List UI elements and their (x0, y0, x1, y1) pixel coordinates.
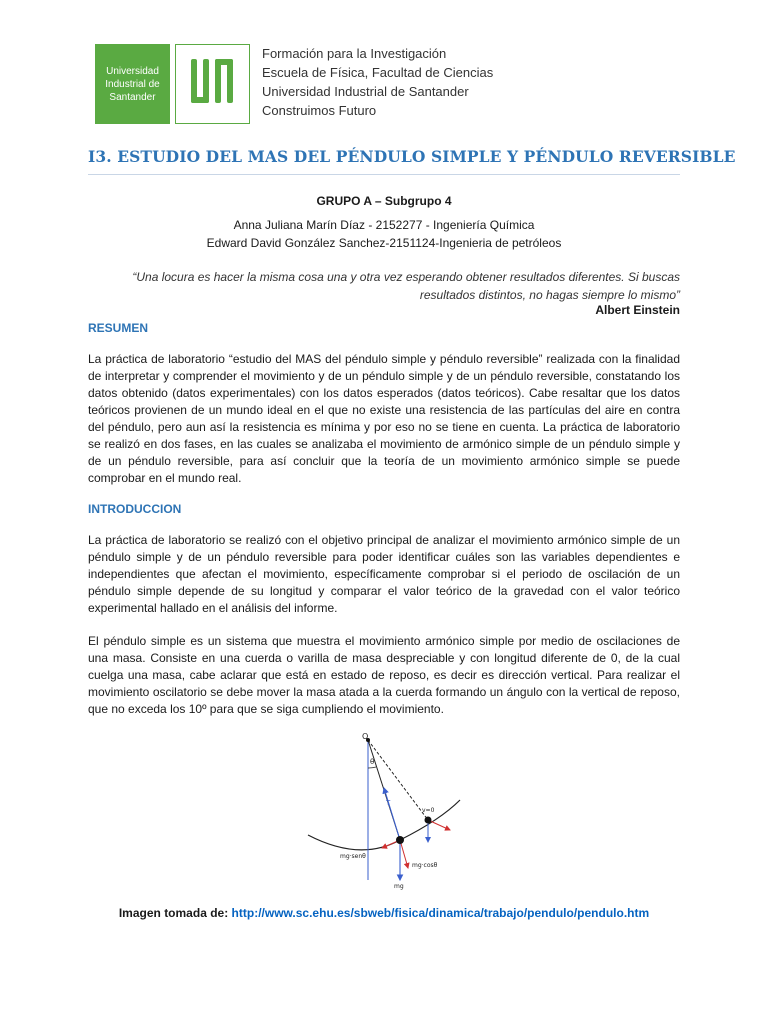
pendulum-string-extreme (368, 740, 428, 820)
header-line: Escuela de Física, Facultad de Ciencias (262, 65, 494, 80)
pendulum-bob (396, 836, 404, 844)
quote-author: Albert Einstein (595, 303, 680, 317)
trajectory-arc (308, 800, 460, 850)
group-label: GRUPO A – Subgrupo 4 (316, 194, 452, 208)
radial-component (400, 840, 408, 868)
tension-vector (384, 788, 400, 840)
intro-paragraph: La práctica de laboratorio se realizó con el objetivo principal de analizar el movimiento armónico simple de un péndulo simple y de un péndulo reversible para poder identificar cuáles son las variables dependientes e independientes que afectan el movimiento, específicamente comprobar si el periodo de oscilación de un péndulo simple depende de su longitud y comparar el valor teórico de la gravedad con el valor teórico experimental hallado en el análisis del informe. (88, 533, 680, 615)
figure-caption (88, 906, 680, 920)
header-line: Universidad Industrial de Santander (262, 84, 469, 99)
label-weight: mg (394, 883, 404, 890)
section-heading-introduccion: INTRODUCCION (88, 502, 182, 516)
letterhead-text (262, 44, 493, 120)
label-angle: θ (370, 758, 375, 766)
pendulum-diagram (300, 730, 465, 890)
section-heading-resumen: RESUMEN (88, 321, 149, 335)
logo-text: Universidad Industrial de Santander (105, 65, 160, 103)
label-radial: mg·cosθ (412, 862, 438, 869)
author-line: Anna Juliana Marín Díaz - 2152277 - Ingeniería Química (233, 218, 535, 232)
caption-label: Imagen tomada de: (118, 906, 229, 920)
title-divider (88, 174, 680, 175)
resumen-paragraph: La práctica de laboratorio “estudio del MAS del péndulo simple y péndulo reversible” realizada con la finalidad de interpretar y comprender el movimiento y de un péndulo simple y de un péndulo reversible, constatando los datos obtenido (datos experimentales) con los datos esperados (datos teóricos). Cabe resaltar que los datos teóricos provienen de un mundo ideal en el que no existe una resistencia de las partículas del aire en contra del péndulo, pero aun así la resistencia es mínima y por eso no se tiene en cuenta. La práctica de laboratorio se realizó en dos fases, en las cuales se analizaba el movimiento de armónico simple de un péndulo simple y de un péndulo reversible, para así concluir que la teoría de un movimiento armónico simple se puede comprobar en el mundo real. (88, 352, 680, 485)
page-title: I3. ESTUDIO DEL MAS DEL PÉNDULO SIMPLE Y PÉNDULO REVERSIBLE (88, 147, 736, 166)
angle-arc (368, 767, 376, 768)
label-origin: O (362, 732, 369, 741)
author-line: Edward David González Sanchez-2151124-Ingenieria de petróleos (206, 236, 562, 250)
uis-logo-mark (175, 44, 250, 124)
label-tension: T (386, 799, 391, 807)
intro-paragraph: El péndulo simple es un sistema que muestra el movimiento armónico simple por medio de oscilaciones de una masa. Consiste en una cuerda o varilla de masa despreciable y con longitud diferente de 0, de la cual cuelga una masa, cabe aclarar que está en estado de reposo, es decir es dirección vertical. Para realizar el movimiento oscilatorio se debe mover la masa atada a la cuerda formando un ángulo con la vertical de reposo, que no exceda los 10º para que se siga cumpliendo el movimiento. (88, 634, 680, 716)
label-tangential: mg·senθ (340, 853, 366, 860)
header-line: Formación para la Investigación (262, 46, 447, 61)
pendulum-bob-extreme (425, 817, 432, 824)
epigraph-quote: “Una locura es hacer la misma cosa una y otra vez esperando obtener resultados diferentes. Si buscas resultados distintos, no hagas siempre lo mismo” (132, 270, 680, 302)
extreme-force-vector (428, 820, 450, 830)
header-line: Construimos Futuro (262, 103, 377, 118)
uis-emblem-icon (176, 45, 249, 123)
label-velocity: v=0 (422, 807, 435, 814)
university-logo-text-box (95, 44, 170, 124)
source-link[interactable]: http://www.sc.ehu.es/sbweb/fisica/dinamica/trabajo/pendulo/pendulo.htm (231, 906, 650, 920)
